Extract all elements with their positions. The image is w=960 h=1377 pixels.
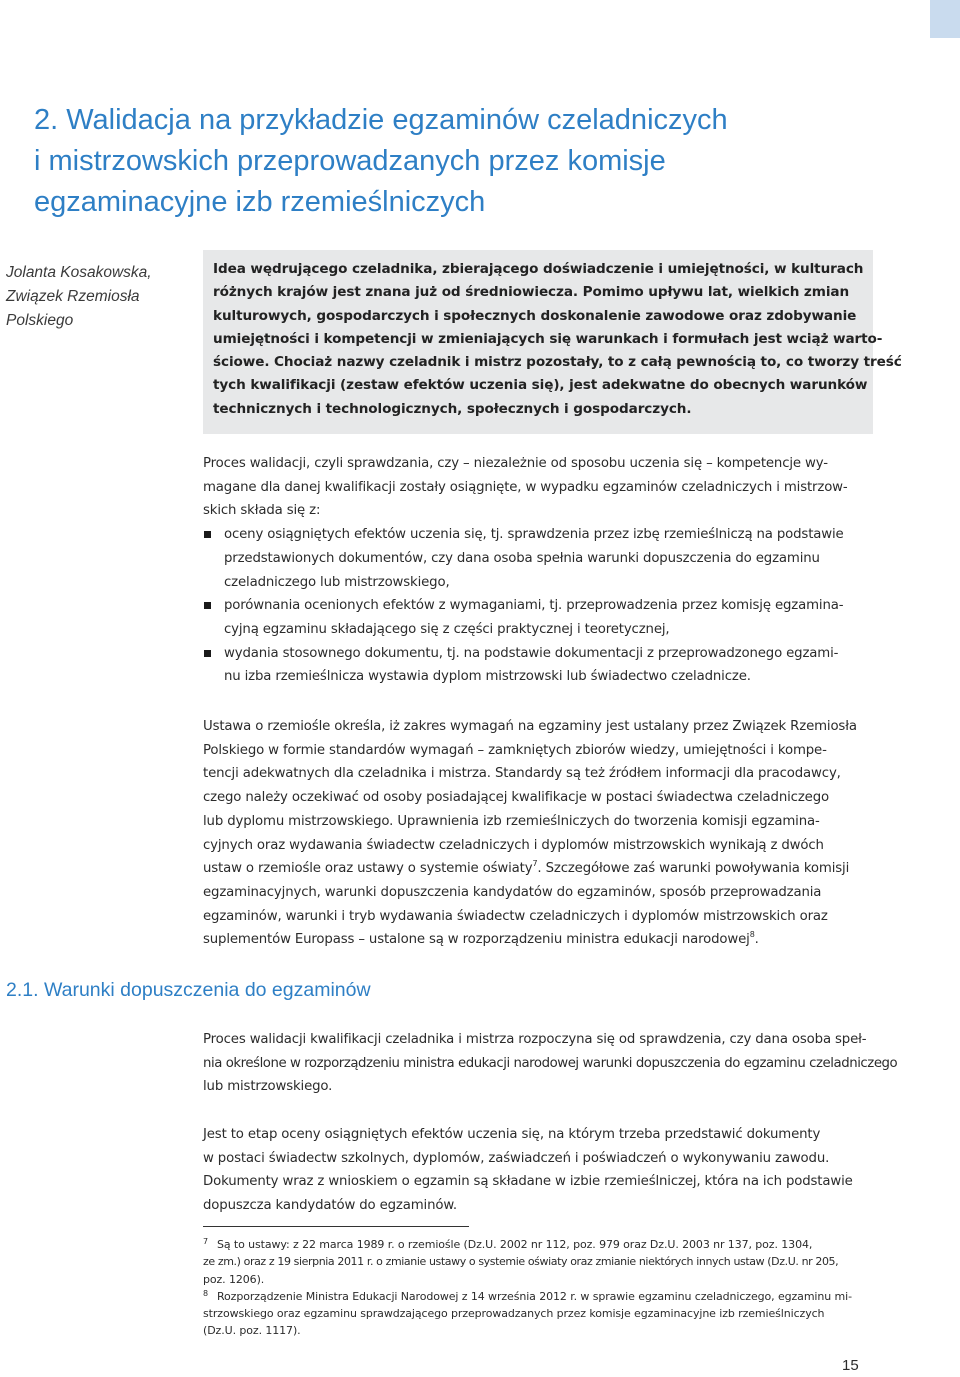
list-item-line: wydania stosownego dokumentu, tj. na podstawie dokumentacji z przeprowadzonego egzami- [224, 645, 839, 661]
footnote [203, 1288, 873, 1340]
paragraph-line: Polskiego w formie standardów wymagań – zamkniętych zbiorów wiedzy, umiejętności i kompe- [203, 742, 827, 758]
chapter-title [34, 100, 914, 223]
list-item-line: cyjną egzaminu składającego się z części praktycznej i teoretycznej, [224, 621, 670, 637]
footnote-line: 8 Rozporządzenie Ministra Edukacji Narodowej z 14 września 2012 r. w sprawie egzaminu czeladniczego, egzaminu mi- [203, 1288, 852, 1303]
line-text: . [754, 932, 759, 948]
abstract-line: różnych krajów jest znana już od średniowiecza. Pomimo upływu lat, wielkich zmian [213, 284, 850, 301]
list-item-line: czeladniczego lub mistrzowskiego, [224, 574, 450, 590]
paragraph-admission [203, 1028, 898, 1099]
list-item-line: oceny osiągniętych efektów uczenia się, tj. sprawdzenia przez izbę rzemieślniczą na podstawie [224, 527, 844, 543]
paragraph-line: egzaminów, warunki i tryb wydawania świadectw czeladniczych i dyplomów mistrzowskich oraz [203, 908, 828, 924]
list-item-line: przedstawionych dokumentów, czy dana osoba spełnia warunki dopuszczenia do egzaminu [224, 550, 820, 566]
paragraph-line: tencji adekwatnych dla czeladnika i mistrza. Standardy są też źródłem informacji dla pracodawcy, [203, 766, 841, 782]
abstract-line: umiejętności i kompetencji w zmieniających się warunkach i formułach jest wciąż warto- [213, 330, 883, 347]
paragraph-validation-process [203, 452, 873, 689]
list-item [203, 523, 873, 594]
paragraph-line: Proces walidacji, czyli sprawdzania, czy – niezależnie od sposobu uczenia się – kompetencje wy- [203, 456, 828, 471]
square-bullet-icon [204, 602, 211, 609]
footnote-line: poz. 1206). [203, 1272, 265, 1286]
footnote-ref: 8 [749, 930, 755, 940]
paragraph-documents [203, 1123, 873, 1218]
footnote-line: strzowskiego oraz egzaminu sprawdzającego przeprowadzanych przez komisje egzaminacyjne izb rzemieślniczych [203, 1307, 825, 1321]
footnote-line: 7 Są to ustawy: z 22 marca 1989 r. o rzemiośle (Dz.U. 2002 nr 112, poz. 979 oraz Dz.U. 2003 nr 137, poz. 1304, [203, 1237, 813, 1251]
paragraph-line: Ustawa o rzemiośle określa, iż zakres wymagań na egzaminy jest ustalany przez Związek Rzemiosła [203, 719, 857, 734]
paragraph-line: Proces walidacji kwalifikacji czeladnika i mistrza rozpoczyna się od sprawdzenia, czy dana osoba speł- [203, 1032, 867, 1047]
footnote-divider [203, 1226, 469, 1227]
footnotes [203, 1236, 873, 1340]
footnote-ref: 7 [532, 859, 538, 869]
list-item [203, 594, 873, 641]
line-text: ustaw o rzemiośle oraz ustawy o systemie oświaty [203, 861, 533, 877]
abstract-line: ściowe. Chociaż nazwy czeladnik i mistrz pozostały, to z całą pewnością to, co tworzy treść [213, 354, 902, 371]
line-text: . Szczegółowe zaś warunki powoływania komisji [537, 861, 850, 877]
paragraph-line [203, 857, 873, 881]
paragraph-line: lub mistrzowskiego. [203, 1079, 333, 1095]
list-item-line: porównania ocenionych efektów z wymaganiami, tj. przeprowadzenia przez komisję egzamina- [224, 598, 844, 614]
paragraph-line: nia określone w rozporządzeniu ministra edukacji narodowej warunki dopuszczenia do egzaminu czeladniczego [203, 1055, 898, 1071]
abstract-line: kulturowych, gospodarczych i społecznych doskonalenie zawodowe oraz zdobywanie [213, 307, 857, 324]
author-line: Polskiego [6, 312, 74, 329]
square-bullet-icon [204, 531, 211, 538]
paragraph-line [203, 928, 873, 952]
abstract-box [203, 250, 902, 434]
footnote-text: Są to ustawy: z 22 marca 1989 r. o rzemiośle (Dz.U. 2002 nr 112, poz. 979 oraz Dz.U. 2003 nr 137, poz. 1304, [217, 1238, 813, 1251]
footnote-text: Rozporządzenie Ministra Edukacji Narodowej z 14 września 2012 r. w sprawie egzaminu czeladniczego, egzaminu mi- [217, 1289, 852, 1303]
list-item [203, 642, 873, 689]
paragraph-line: dopuszcza kandydatów do egzaminów. [203, 1198, 457, 1214]
paragraph-line: skich składa się z: [203, 503, 321, 519]
section-heading: 2.1. Warunki dopuszczenia do egzaminów [6, 979, 371, 1001]
paragraph-line: Dokumenty wraz z wnioskiem o egzamin są składane w izbie rzemieślniczej, która na ich podstawie [203, 1174, 853, 1190]
paragraph-line: czego należy oczekiwać od osoby posiadającej kwalifikacje w postaci świadectwa czeladniczego [203, 790, 829, 806]
author-byline [6, 261, 186, 333]
footnote-line: (Dz.U. poz. 1117). [203, 1324, 301, 1338]
author-line: Związek Rzemiosła [6, 288, 140, 305]
chapter-title-line: 2. Walidacja na przykładzie egzaminów czeladniczych [34, 104, 728, 136]
page-number: 15 [842, 1357, 859, 1374]
paragraph-line: cyjnych oraz wydawania świadectw czeladniczych i dyplomów mistrzowskich wynikają z dwóch [203, 837, 824, 853]
footnote [203, 1236, 873, 1288]
author-line: Jolanta Kosakowska, [6, 264, 152, 281]
square-bullet-icon [204, 650, 211, 657]
paragraph-line: lub dyplomu mistrzowskiego. Uprawnienia izb rzemieślniczych do tworzenia komisji egzamina- [203, 813, 820, 829]
paragraph-craft-act [203, 715, 873, 952]
paragraph-line: w postaci świadectw szkolnych, dyplomów, zaświadczeń i poświadczeń o wykonywaniu zawodu. [203, 1150, 830, 1166]
paragraph-line: Jest to etap oceny osiągniętych efektów uczenia się, na którym trzeba przedstawić dokumenty [203, 1127, 821, 1142]
corner-tab [930, 0, 960, 38]
line-text: suplementów Europass – ustalone są w rozporządzeniu ministra edukacji narodowej [203, 932, 750, 948]
footnote-line: ze zm.) oraz z 19 sierpnia 2011 r. o zmianie ustawy o systemie oświaty oraz zmianie niektórych innych ustaw (Dz.U. nr 205, [203, 1255, 839, 1269]
chapter-title-line: i mistrzowskich przeprowadzanych przez komisje [34, 145, 666, 177]
chapter-title-line: egzaminacyjne izb rzemieślniczych [34, 186, 486, 218]
abstract-line: tych kwalifikacji (zestaw efektów uczenia się), jest adekwatne do obecnych warunków [213, 377, 868, 394]
paragraph-line: magane dla danej kwalifikacji zostały osiągnięte, w wypadku egzaminów czeladniczych i mistrzow- [203, 479, 848, 495]
abstract-line: Idea wędrującego czeladnika, zbierającego doświadczenie i umiejętności, w kulturach [213, 261, 864, 277]
paragraph-line: egzaminacyjnych, warunki dopuszczenia kandydatów do egzaminów, sposób przeprowadzania [203, 884, 822, 900]
list-item-line: nu izba rzemieślnicza wystawia dyplom mistrzowski lub świadectwo czeladnicze. [224, 669, 751, 685]
abstract-line: technicznych i technologicznych, społecznych i gospodarczych. [213, 400, 692, 417]
